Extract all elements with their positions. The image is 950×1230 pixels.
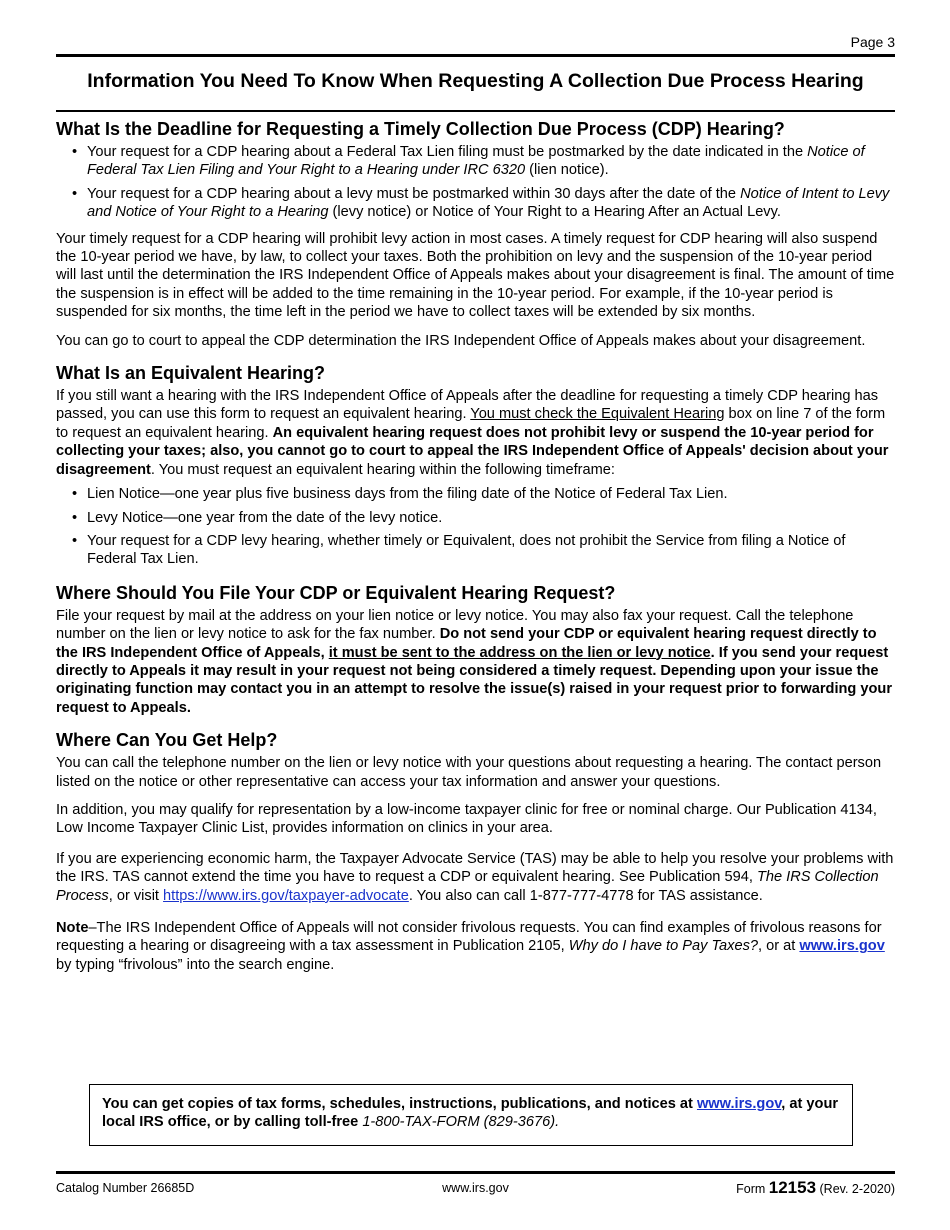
deadline-list xyxy=(56,143,895,222)
title-rule xyxy=(56,110,895,112)
deadline-section xyxy=(56,118,895,350)
top-rule xyxy=(56,54,895,57)
equivalent-paragraph: If you still want a hearing with the IRS Independent Office of Appeals after the deadline for requesting a timely CDP hearing has passed, you can use this form to request an equivalent hearing. You must check the Equivalent Hearing box on line 7 of the form to request an equivalent hearing. An equivalent hearing request does not prohibit levy or suspend the 10-year period for collecting your taxes; also, you cannot go to court to appeal the IRS Independent Office of Appeals' decision about your disagreement. You must request an equivalent hearing within the following timeframe: xyxy=(56,388,889,478)
footer-website: www.irs.gov xyxy=(442,1181,509,1195)
list-item: • Levy Notice—one year from the date of the levy notice. xyxy=(56,509,895,527)
main-content xyxy=(56,118,895,984)
bottom-rule xyxy=(56,1171,895,1174)
tas-paragraph: If you are experiencing economic harm, the Taxpayer Advocate Service (TAS) may be able to help you resolve your problems with the IRS. TAS cannot extend the time you have to request a CDP or equivalent hearing. See Publication 594, The IRS Collection Process, or visit https://www.irs.gov/taxpayer-advocate. You also can call 1-877-777-4778 for TAS assistance. xyxy=(56,850,894,904)
court-paragraph: You can go to court to appeal the CDP determination the IRS Independent Office of Appeals makes about your disagreement. xyxy=(56,332,866,349)
help-paragraph: You can call the telephone number on the lien or levy notice with your questions about requesting a hearing. The contact person listed on the notice or other representative can access your tax information and answer your questions. xyxy=(56,755,882,790)
suspension-paragraph: Your timely request for a CDP hearing will prohibit levy action in most cases. A timely request for CDP hearing will also suspend the 10-year period we have, by law, to collect your taxes. Both the prohibition on levy and the suspension of the 10-year period will last until the determination the IRS Independent Office of Appeals makes about your disagreement is final. The amount of time the suspension is in effect will be added to the time remaining in the 10-year period. For example, if the 10-year period is suspended for six months, the time left in the period we have to collect taxes will be extended by six months. xyxy=(56,230,895,321)
forms-callout-box: You can get copies of tax forms, schedules, instructions, publications, and notices at www.irs.gov, at your local IRS office, or by calling toll-free 1-800-TAX-FORM (829-3676). xyxy=(89,1084,853,1146)
deadline-heading: What Is the Deadline for Requesting a Timely Collection Due Process (CDP) Hearing? xyxy=(56,119,785,139)
irs-gov-link[interactable]: www.irs.gov xyxy=(799,938,885,955)
callout-irs-gov-link[interactable]: www.irs.gov xyxy=(696,1096,782,1112)
equivalent-heading: What Is an Equivalent Hearing? xyxy=(56,363,326,384)
clinic-paragraph: In addition, you may qualify for representation by a low-income taxpayer clinic for free or nominal charge. Our Publication 4134, Low Income Taxpayer Clinic List, provides information on clinics in your area. xyxy=(56,801,877,837)
timeframe-list xyxy=(56,485,895,569)
help-section xyxy=(56,729,895,974)
list-item: • Your request for a CDP hearing about a Federal Tax Lien filing must be postmarked by the date indicated in the Notice of Federal Tax Lien Filing and Your Right to a Hearing under IRC 6320 (lien notice). xyxy=(56,143,895,180)
form-identifier: Form 12153 (Rev. 2-2020) xyxy=(736,1178,895,1197)
note-paragraph: Note–The IRS Independent Office of Appeals will not consider frivolous requests. You can find examples of frivolous reasons for requesting a hearing or disagreeing with a tax assessment in Publication 2105, Why do I have to Pay Taxes?, or at www.irs.gov by typing “frivolous” into the search engine. xyxy=(56,920,885,973)
file-request-paragraph: File your request by mail at the address on your lien notice or levy notice. You may also fax your request. Call the telephone number on the lien or levy notice to ask for the fax number. Do not send your CDP or equivalent hearing request directly to the IRS Independent Office of Appeals, it must be sent to the address on the lien or levy notice. If you send your request directly to Appeals it may result in your request not being considered a timely request. Depending upon your issue the originating function may contact you in an attempt to resolve the issue(s) raised in your request prior to forwarding your request to Appeals. xyxy=(56,607,893,716)
help-heading: Where Can You Get Help? xyxy=(56,730,278,751)
list-item: • Your request for a CDP hearing about a levy must be postmarked within 30 days after the date of the Notice of Intent to Levy and Notice of Your Right to a Hearing (levy notice) or Notice of Your Right to a Hearing After an Actual Levy. xyxy=(56,185,895,222)
page-title: Information You Need To Know When Requesting A Collection Due Process Hearing xyxy=(87,70,864,92)
file-request-heading: Where Should You File Your CDP or Equivalent Hearing Request? xyxy=(56,582,616,603)
page-number: Page 3 xyxy=(850,34,895,50)
equivalent-section xyxy=(56,362,895,569)
file-request-section xyxy=(56,582,895,717)
taxpayer-advocate-link[interactable]: https://www.irs.gov/taxpayer-advocate xyxy=(163,887,409,904)
list-item: • Lien Notice—one year plus five business days from the filing date of the Notice of Federal Tax Lien. xyxy=(56,485,895,503)
catalog-number: Catalog Number 26685D xyxy=(56,1181,195,1195)
list-item: • Your request for a CDP levy hearing, whether timely or Equivalent, does not prohibit the Service from filing a Notice of Federal Tax Lien. xyxy=(56,532,895,569)
